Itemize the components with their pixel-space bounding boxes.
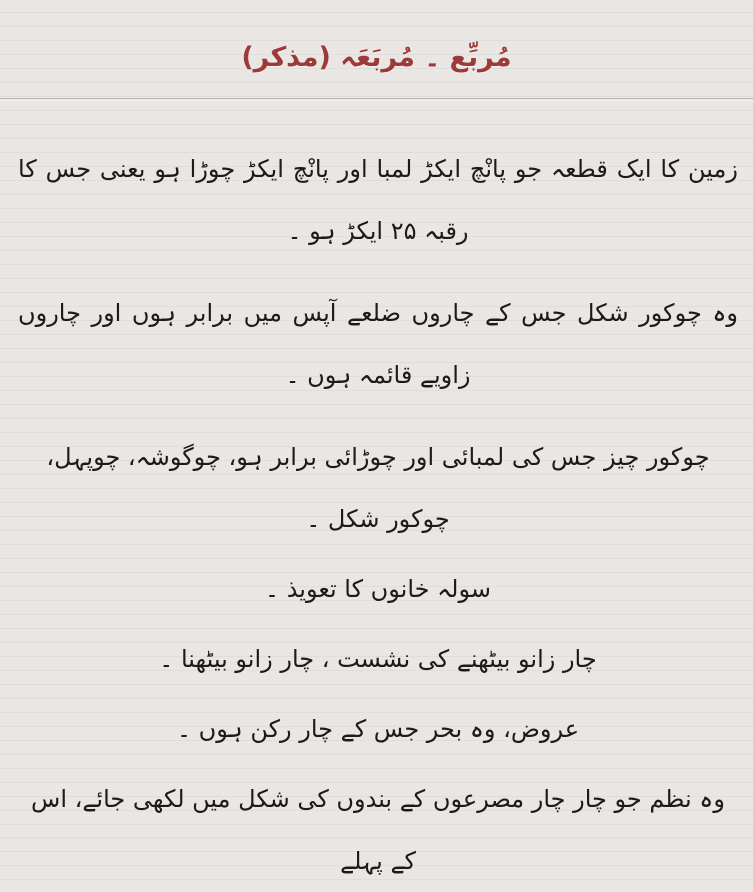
definition-item: چار زانو بیٹھنے کی نشست ، چار زانو بیٹھنا ۔	[159, 645, 597, 673]
definition-item: وہ نظم جو چار چار مصرعوں کے بندوں کی شکل میں لکھی جائے، اس کے پہلے	[31, 785, 725, 875]
definition-item: چوکور چیز جس کی لمبائی اور چوڑائی برابر ہو، چوگوشہ، چوپہل، چوکور شکل ۔	[46, 443, 710, 533]
definition-item: سولہ خانوں کا تعویذ ۔	[265, 575, 491, 603]
definition-item: عروض، وہ بحر جس کے چار رکن ہوں ۔	[176, 715, 580, 743]
definitions-list	[18, 138, 738, 892]
definition-item: وہ چوکور شکل جس کے چاروں ضلعے آپس میں برابر ہوں اور چاروں زاویے قائمہ ہوں ۔	[18, 299, 738, 389]
title-divider	[0, 98, 753, 101]
entry-title: مُربِّع ۔ مُربَعَہ (مذکر)	[241, 42, 512, 73]
definition-item: زمین کا ایک قطعہ جو پانْچ ایکڑ لمبا اور پانْچ ایکڑ چوڑا ہو یعنی جس کا رقبہ ۲۵ ایکڑ ہو ۔	[18, 155, 738, 245]
